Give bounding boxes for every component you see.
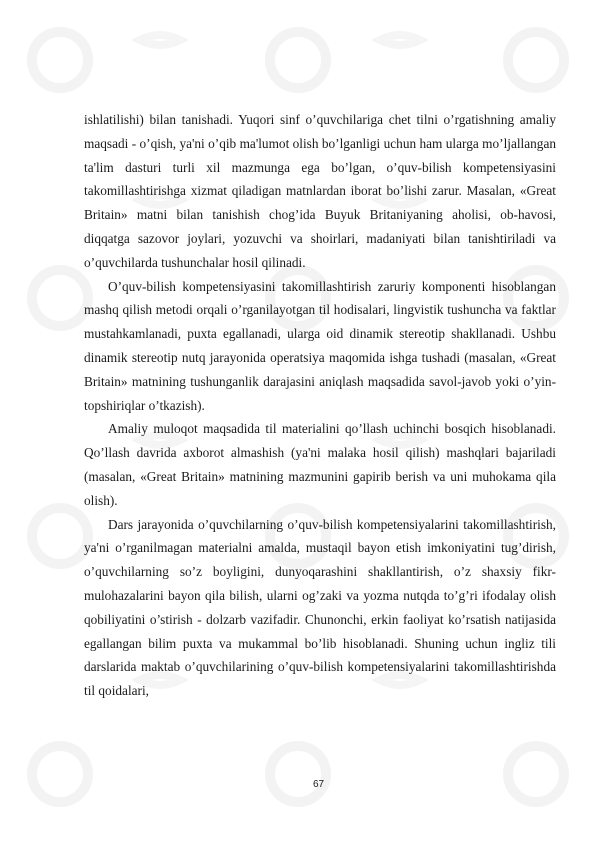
page-number: 67 (312, 779, 325, 790)
paragraph-3: Amaliy muloqot maqsadida til materialini qo’llash uchinchi bosqich hisoblanadi. Qo’llash davrida axborot almashish (ya'ni malaka hosil qilish) mashqlari bajariladi (masalan, «Great Britain» matnining mazmunini gapirib berish va uni muhokama qila olish). (84, 421, 556, 508)
paragraph-4: Dars jarayonida o’quvchilarning o’quv-bilish kompetensiyalarini takomillashtirish, ya'ni o’rganilmagan materialni amalda, mustaqil bayon etish imkoniyatini tug’dirish, o’quvchilarning so’z boyligini, dunyoqarashini shakllantirish, o’z shaxsiy fikr-mulohazalarini bayon qila bilish, ularni og’zaki va yozma nutqda to’g’ri ifodalay olish qobiliyatini o’stirish - dolzarb vazifadir. Chunonchi, erkin faoliyat ko’rsatish natijasida egallangan bilim puxta va mukammal bo’lib hisoblanadi. Shuning uchun ingliz tili darslarida maktab o’quvchilarining o’quv-bilish kompetensiyalarini takomillashtirishda til qoidalari, (84, 516, 556, 699)
document-body (84, 108, 556, 703)
paragraph-1: ishlatilishi) bilan tanishadi. Yuqori sinf o’quvchilariga chet tilni o’rgatishning amaliy maqsadi - o’qish, ya'ni o’qib ma'lumot olish bo’lganligi uchun ham ularga mo’ljallangan ta'lim dasturi turli xil mazmunga ega bo’lgan, o’quv-bilish kompetensiyasini takomillashtirishga xizmat qiladigan matnlardan iborat bo’lishi zarur. Masalan, «Great Britain» matni bilan tanishish chog’ida Buyuk Britaniyaning aholisi, ob-havosi, diqqatga sazovor joylari, yozuvchi va shoirlari, madaniyati bilan tanishtiriladi va o’quvchilarda tushunchalar hosil qilinadi. (84, 112, 556, 270)
paragraph-2: O’quv-bilish kompetensiyasini takomillashtirish zaruriy komponenti hisoblangan mashq qilish metodi orqali o’rganilayotgan til hodisalari, lingvistik tushuncha va faktlar mustahkamlanadi, puxta egallanadi, ularga oid dinamik stereotip shakllanadi. Ushbu dinamik stereotip nutq jarayonida operatsiya maqomida ishga tushadi (masalan, «Great Britain» matnining tushunganlik darajasini aniqlash maqsadida savol-javob yoki o’yin- topshiriqlar o’tkazish). (84, 278, 556, 413)
